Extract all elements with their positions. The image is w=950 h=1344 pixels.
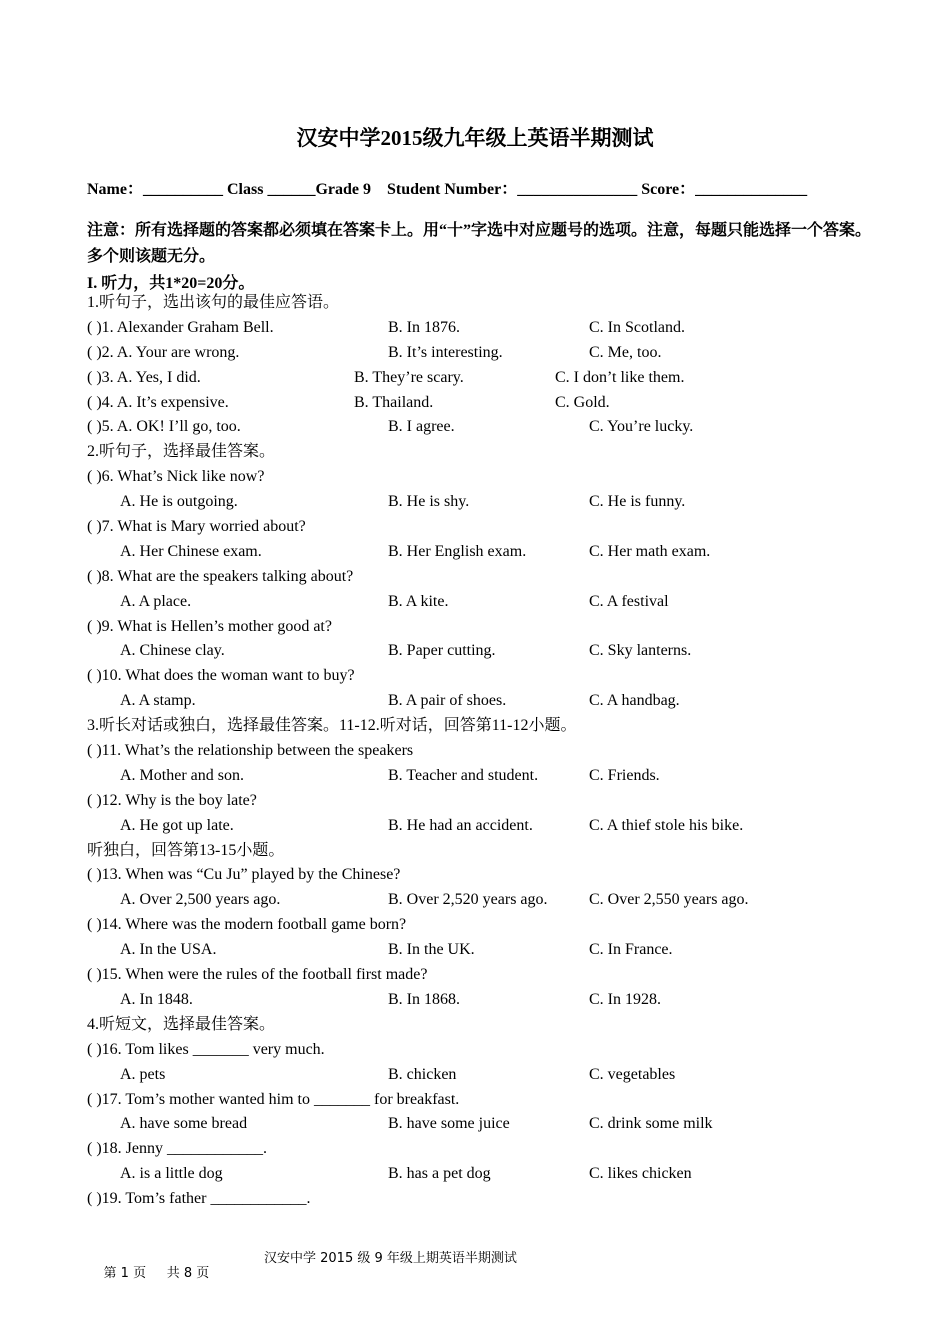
option-b: B. He had an accident. xyxy=(388,816,533,834)
question-text: ( )18. Jenny ____________. xyxy=(87,1140,267,1158)
question-text: ( )10. What does the woman want to buy? xyxy=(87,667,355,685)
options-row xyxy=(87,1063,887,1088)
option-b: B. They’re scary. xyxy=(354,368,464,386)
question-text: ( )15. When were the rules of the football first made? xyxy=(87,966,428,984)
option-b: B. Her English exam. xyxy=(388,542,527,560)
question-text: ( )3. A. Yes, I did. xyxy=(87,368,201,386)
footer-page-number: 第 1 页 共 8 页 xyxy=(103,1266,210,1281)
options-row xyxy=(87,689,887,714)
options-row xyxy=(87,590,887,615)
option-a: A. A place. xyxy=(120,592,192,610)
option-c: C. Sky lanterns. xyxy=(589,642,692,660)
option-a: A. Chinese clay. xyxy=(120,642,225,660)
option-b: B. In 1876. xyxy=(388,318,460,336)
options-row xyxy=(87,888,887,913)
option-c: C. Gold. xyxy=(555,393,610,411)
option-b: B. It’s interesting. xyxy=(388,343,503,361)
options-row xyxy=(87,490,887,515)
question-text: ( )4. A. It’s expensive. xyxy=(87,393,229,411)
question-row xyxy=(87,366,887,391)
question-list xyxy=(87,291,887,1212)
option-a: A. Her Chinese exam. xyxy=(120,542,262,560)
question-text: ( )7. What is Mary worried about? xyxy=(87,518,306,536)
part-heading: 1.听句子，选出该句的最佳应答语。 xyxy=(87,294,340,311)
option-b: B. Thailand. xyxy=(354,393,434,411)
option-c: C. In 1928. xyxy=(589,990,661,1008)
option-a: A. have some bread xyxy=(120,1115,248,1133)
option-b: B. In the UK. xyxy=(388,941,475,959)
option-c: C. Me, too. xyxy=(589,343,662,361)
question-row xyxy=(87,415,887,440)
option-c: C. Friends. xyxy=(589,766,660,784)
question-text: ( )11. What’s the relationship between the speakers xyxy=(87,742,414,760)
option-c: C. Her math exam. xyxy=(589,542,711,560)
option-b: B. chicken xyxy=(388,1065,457,1083)
options-row xyxy=(87,540,887,565)
option-a: A. He got up late. xyxy=(120,816,234,834)
option-c: C. drink some milk xyxy=(589,1115,713,1133)
option-a: A. pets xyxy=(120,1065,166,1083)
option-c: C. A handbag. xyxy=(589,692,680,710)
option-c: C. likes chicken xyxy=(589,1165,692,1183)
section-heading-listening: I. 听力，共1*20=20分。 xyxy=(87,275,255,292)
option-c: C. I don’t like them. xyxy=(555,368,685,386)
question-text: ( )17. Tom’s mother wanted him to _______ for breakfast. xyxy=(87,1090,460,1108)
option-a: A. Over 2,500 years ago. xyxy=(120,891,281,909)
question-text: ( )2. A. Your are wrong. xyxy=(87,343,240,361)
option-b: B. Paper cutting. xyxy=(388,642,496,660)
option-c: C. A thief stole his bike. xyxy=(589,816,744,834)
question-text: ( )1. Alexander Graham Bell. xyxy=(87,318,274,336)
question-row xyxy=(87,341,887,366)
option-b: B. In 1868. xyxy=(388,990,460,1008)
options-row xyxy=(87,764,887,789)
question-text: ( )5. A. OK! I’ll go, too. xyxy=(87,418,241,436)
option-c: C. In France. xyxy=(589,941,673,959)
footer-title: 汉安中学 2015 级 9 年级上期英语半期测试 xyxy=(264,1251,517,1266)
option-a: A. Mother and son. xyxy=(120,766,244,784)
question-text: ( )14. Where was the modern football game born? xyxy=(87,916,407,934)
question-text: ( )19. Tom’s father ____________. xyxy=(87,1190,311,1208)
option-c: C. Over 2,550 years ago. xyxy=(589,891,749,909)
options-row xyxy=(87,814,887,839)
page-title: 汉安中学2015级九年级上英语半期测试 xyxy=(296,126,654,150)
options-row xyxy=(87,1112,887,1137)
option-b: B. He is shy. xyxy=(388,493,470,511)
part-heading: 4.听短文，选择最佳答案。 xyxy=(87,1015,276,1033)
options-row xyxy=(87,938,887,963)
question-row xyxy=(87,391,887,416)
option-a: A. In the USA. xyxy=(120,941,217,959)
option-b: B. have some juice xyxy=(388,1115,510,1133)
option-c: C. You’re lucky. xyxy=(589,418,694,436)
option-b: B. A kite. xyxy=(388,592,449,610)
option-b: B. A pair of shoes. xyxy=(388,692,507,710)
option-a: A. He is outgoing. xyxy=(120,493,238,511)
part-heading: 3.听长对话或独白，选择最佳答案。11-12.听对话，回答第11-12小题。 xyxy=(87,717,577,735)
option-b: B. Over 2,520 years ago. xyxy=(388,891,548,909)
question-text: ( )9. What is Hellen’s mother good at? xyxy=(87,617,332,635)
options-row xyxy=(87,988,887,1013)
question-text: ( )6. What’s Nick like now? xyxy=(87,468,265,486)
option-a: A. In 1848. xyxy=(120,990,193,1008)
options-row xyxy=(87,639,887,664)
student-info-line: Name：__________ Class ______Grade 9 Student Number：_______________ Score：______________ xyxy=(87,181,808,198)
question-text: ( )13. When was “Cu Ju” played by the Chinese? xyxy=(87,866,401,884)
part-heading: 2.听句子，选择最佳答案。 xyxy=(87,443,276,461)
option-b: B. has a pet dog xyxy=(388,1165,491,1183)
option-a: A. A stamp. xyxy=(120,692,196,710)
option-a: A. is a little dog xyxy=(120,1165,223,1183)
question-row xyxy=(87,316,887,341)
option-b: B. I agree. xyxy=(388,418,455,436)
options-row xyxy=(87,1162,887,1187)
part-heading: 听独白，回答第13-15小题。 xyxy=(87,841,285,859)
option-b: B. Teacher and student. xyxy=(388,766,539,784)
question-text: ( )16. Tom likes _______ very much. xyxy=(87,1040,325,1058)
option-c: C. He is funny. xyxy=(589,493,686,511)
option-c: C. vegetables xyxy=(589,1065,676,1083)
question-text: ( )12. Why is the boy late? xyxy=(87,791,257,809)
page-footer xyxy=(87,1247,517,1311)
question-text: ( )8. What are the speakers talking about? xyxy=(87,567,354,585)
notice-text: 注意：所有选择题的答案都必须填在答案卡上。用“十”字选中对应题号的选项。注意，每题只能选择一个答案。多个则该题无分。 xyxy=(87,222,872,265)
option-c: C. A festival xyxy=(589,592,669,610)
option-c: C. In Scotland. xyxy=(589,318,685,336)
